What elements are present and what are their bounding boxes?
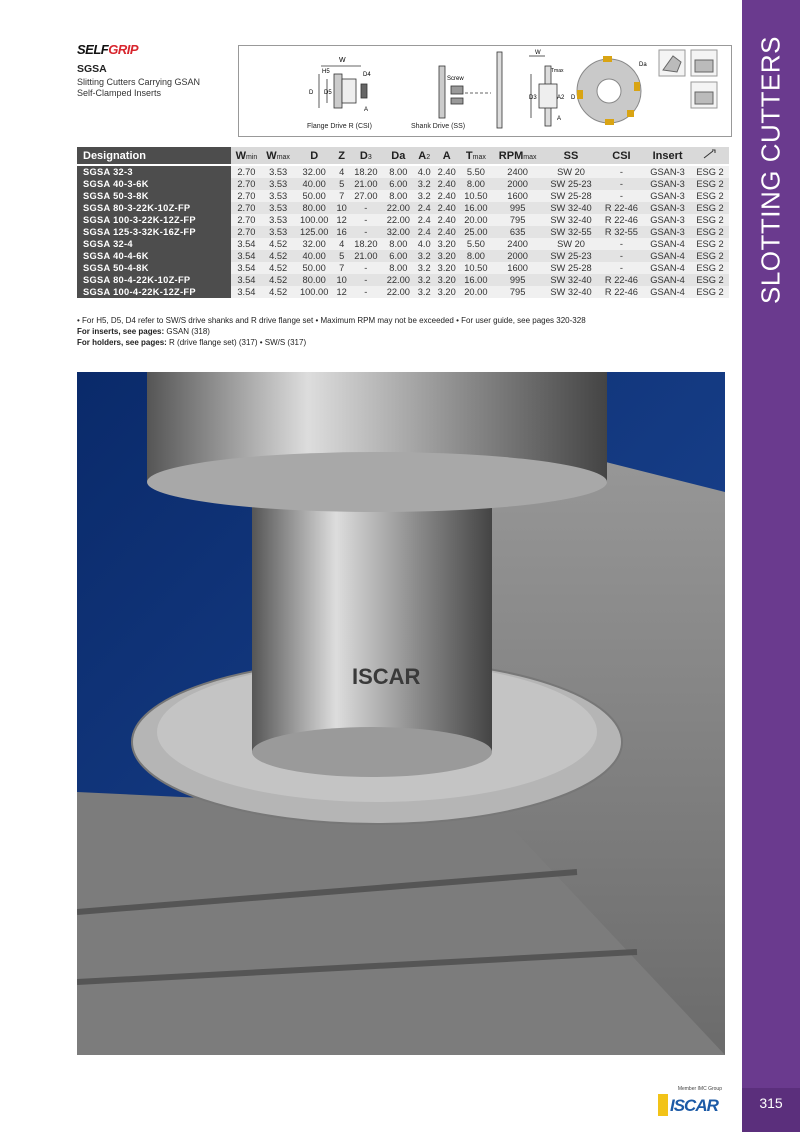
diagram-label-a2: A2 — [557, 95, 565, 101]
designation-cell: SGSA 50-3-8K — [77, 190, 231, 202]
table-cell: 100.00 — [295, 214, 334, 226]
table-cell: 16.00 — [460, 274, 492, 286]
table-cell: 4 — [334, 165, 350, 178]
table-cell: SW 20 — [543, 238, 599, 250]
table-cell: SW 20 — [543, 165, 599, 178]
table-cell: 795 — [492, 214, 543, 226]
designation-cell: SGSA 40-3-6K — [77, 178, 231, 190]
table-cell: 3.54 — [231, 250, 261, 262]
table-cell: ESG 2 — [691, 226, 729, 238]
iscar-footer-logo — [658, 1086, 722, 1118]
table-cell: - — [350, 202, 382, 214]
table-cell: 4.0 — [415, 165, 434, 178]
notes — [77, 315, 586, 348]
table-cell: 4.52 — [262, 250, 295, 262]
table-cell: 21.00 — [350, 178, 382, 190]
logo-text: ISCAR — [670, 1096, 718, 1115]
table-row — [77, 286, 729, 298]
table-row — [77, 274, 729, 286]
table-cell: 5 — [334, 178, 350, 190]
diagram-label-d2: D — [571, 95, 576, 101]
table-cell: SW 25-28 — [543, 190, 599, 202]
table-cell: 3.54 — [231, 238, 261, 250]
table-row — [77, 250, 729, 262]
table-row — [77, 178, 729, 190]
diagram-label-a: A — [364, 107, 369, 113]
table-cell: 2.40 — [434, 202, 460, 214]
table-cell: 2.70 — [231, 190, 261, 202]
table-cell: 10.50 — [460, 190, 492, 202]
designation-cell: SGSA 100-3-22K-12Z-FP — [77, 214, 231, 226]
table-cell: 3.20 — [434, 250, 460, 262]
table-cell: 3.53 — [262, 226, 295, 238]
table-cell: 4 — [334, 238, 350, 250]
table-cell: 2.70 — [231, 214, 261, 226]
table-cell: 3.20 — [434, 274, 460, 286]
table-cell: 7 — [334, 190, 350, 202]
selfgrip-logo: SELFGRIP — [77, 42, 139, 57]
table-cell: 995 — [492, 202, 543, 214]
table-cell: 8.00 — [382, 262, 414, 274]
table-header-row — [77, 147, 729, 165]
table-cell: GSAN-3 — [644, 165, 691, 178]
table-cell: 27.00 — [350, 190, 382, 202]
diagram-label-screw: Screw — [447, 76, 464, 82]
table-cell: ESG 2 — [691, 178, 729, 190]
table-cell: 8.00 — [382, 238, 414, 250]
table-cell: SW 32-40 — [543, 274, 599, 286]
spec-table — [77, 147, 729, 298]
table-cell: 3.53 — [262, 165, 295, 178]
table-cell: ESG 2 — [691, 262, 729, 274]
table-cell: SW 25-28 — [543, 262, 599, 274]
table-cell: 50.00 — [295, 262, 334, 274]
column-header: D — [295, 147, 334, 165]
column-header: Z — [334, 147, 350, 165]
designation-cell: SGSA 50-4-8K — [77, 262, 231, 274]
product-photo — [77, 372, 725, 1055]
table-cell: 635 — [492, 226, 543, 238]
table-cell: 995 — [492, 274, 543, 286]
table-cell: 6.00 — [382, 250, 414, 262]
table-cell: 1600 — [492, 190, 543, 202]
flange-caption: Flange Drive R (CSI) — [307, 123, 372, 130]
table-cell: 125.00 — [295, 226, 334, 238]
column-header: D3 — [350, 147, 382, 165]
table-cell: 16.00 — [460, 202, 492, 214]
inserts-note: For inserts, see pages: GSAN (318) — [77, 327, 210, 336]
designation-cell: SGSA 32-4 — [77, 238, 231, 250]
table-cell: 22.00 — [382, 286, 414, 298]
note-line: • For H5, D5, D4 refer to SW/S drive shanks and R drive flange set • Maximum RPM may not be exceeded • For user guide, see pages 320-328 — [77, 316, 586, 325]
table-cell: 10.50 — [460, 262, 492, 274]
table-cell: GSAN-4 — [644, 274, 691, 286]
table-cell: ESG 2 — [691, 274, 729, 286]
table-cell: 22.00 — [382, 214, 414, 226]
table-cell: 40.00 — [295, 250, 334, 262]
table-row — [77, 190, 729, 202]
table-cell: 5.50 — [460, 238, 492, 250]
table-cell: 4.52 — [262, 238, 295, 250]
diagram-label-w2: W — [535, 50, 541, 56]
designation-cell: SGSA 100-4-22K-12Z-FP — [77, 286, 231, 298]
table-row — [77, 214, 729, 226]
table-cell: 20.00 — [460, 214, 492, 226]
table-cell: - — [350, 214, 382, 226]
table-cell: 2.4 — [415, 226, 434, 238]
table-cell: 10 — [334, 274, 350, 286]
table-cell: 3.2 — [415, 262, 434, 274]
table-cell: SW 25-23 — [543, 250, 599, 262]
table-row — [77, 262, 729, 274]
table-cell: 2.70 — [231, 178, 261, 190]
table-cell: 3.20 — [434, 262, 460, 274]
cutter-wheel-icon — [577, 56, 641, 125]
table-cell: 3.54 — [231, 274, 261, 286]
table-cell: R 22-46 — [599, 286, 644, 298]
designation-cell: SGSA 80-3-22K-10Z-FP — [77, 202, 231, 214]
table-cell: ESG 2 — [691, 202, 729, 214]
table-cell: 3.53 — [262, 202, 295, 214]
table-cell: - — [350, 274, 382, 286]
table-cell: ESG 2 — [691, 214, 729, 226]
table-cell: 3.53 — [262, 178, 295, 190]
diagram-label-a3: A — [557, 116, 562, 122]
table-cell: 8.00 — [460, 250, 492, 262]
table-cell: 2.40 — [434, 214, 460, 226]
table-cell: 32.00 — [382, 226, 414, 238]
table-cell: R 22-46 — [599, 214, 644, 226]
shank-caption: Shank Drive (SS) — [411, 123, 466, 130]
table-cell: - — [599, 238, 644, 250]
designation-cell: SGSA 125-3-32K-16Z-FP — [77, 226, 231, 238]
designation-cell: SGSA 32-3 — [77, 165, 231, 178]
designation-cell: SGSA 80-4-22K-10Z-FP — [77, 274, 231, 286]
table-cell: 2.40 — [434, 226, 460, 238]
table-cell: SW 32-40 — [543, 286, 599, 298]
table-cell: 3.53 — [262, 214, 295, 226]
table-row — [77, 238, 729, 250]
table-row — [77, 202, 729, 214]
table-cell: - — [599, 190, 644, 202]
member-imc-text: Member IMC Group — [677, 1086, 722, 1092]
table-cell: - — [599, 165, 644, 178]
table-cell: 3.2 — [415, 250, 434, 262]
table-cell: 3.2 — [415, 274, 434, 286]
table-cell: 25.00 — [460, 226, 492, 238]
table-cell: ESG 2 — [691, 286, 729, 298]
table-cell: R 22-46 — [599, 202, 644, 214]
table-cell: 22.00 — [382, 202, 414, 214]
table-cell: 3.54 — [231, 286, 261, 298]
table-row — [77, 226, 729, 238]
column-header: Tmax — [460, 147, 492, 165]
table-cell: 18.20 — [350, 165, 382, 178]
column-header: SS — [543, 147, 599, 165]
designation-cell: SGSA 40-4-6K — [77, 250, 231, 262]
table-cell: 8.00 — [460, 178, 492, 190]
table-cell: 4.52 — [262, 274, 295, 286]
column-header: Wmax — [262, 147, 295, 165]
side-title: SLOTTING CUTTERS — [755, 35, 786, 305]
table-cell: 2.70 — [231, 226, 261, 238]
table-cell: SW 25-23 — [543, 178, 599, 190]
table-cell: 80.00 — [295, 202, 334, 214]
table-cell: 3.2 — [415, 190, 434, 202]
table-cell: 2000 — [492, 250, 543, 262]
holders-note: For holders, see pages: R (drive flange set) (317) • SW/S (317) — [77, 338, 307, 347]
column-header: Insert — [644, 147, 691, 165]
table-cell: 3.53 — [262, 190, 295, 202]
table-row — [77, 165, 729, 178]
series-title: SGSA — [77, 63, 107, 75]
table-cell: 2400 — [492, 238, 543, 250]
table-cell: 3.54 — [231, 262, 261, 274]
table-cell: SW 32-55 — [543, 226, 599, 238]
photo-iscar-logo: ISCAR — [352, 664, 421, 689]
table-cell: GSAN-3 — [644, 190, 691, 202]
table-cell: 12 — [334, 214, 350, 226]
table-cell: ESG 2 — [691, 250, 729, 262]
table-cell: - — [599, 262, 644, 274]
table-cell: 21.00 — [350, 250, 382, 262]
wrench-icon — [703, 149, 717, 159]
table-cell: GSAN-4 — [644, 286, 691, 298]
diagram-label-d: D — [309, 90, 314, 96]
table-cell: 2.70 — [231, 202, 261, 214]
table-cell: R 22-46 — [599, 274, 644, 286]
diagram-label-da: Da — [639, 62, 647, 68]
table-cell: 4.0 — [415, 238, 434, 250]
table-cell: 4.52 — [262, 286, 295, 298]
table-cell: GSAN-4 — [644, 238, 691, 250]
table-cell: ESG 2 — [691, 190, 729, 202]
column-header: Da — [382, 147, 414, 165]
table-cell: 7 — [334, 262, 350, 274]
table-cell: 16 — [334, 226, 350, 238]
table-cell: 32.00 — [295, 238, 334, 250]
table-cell: 20.00 — [460, 286, 492, 298]
table-cell: - — [350, 262, 382, 274]
table-cell: - — [599, 178, 644, 190]
table-cell: GSAN-4 — [644, 262, 691, 274]
column-header: Designation — [77, 147, 231, 165]
diagram-label-d4: D4 — [363, 72, 371, 78]
table-cell: ESG 2 — [691, 238, 729, 250]
table-cell: 6.00 — [382, 178, 414, 190]
table-cell: 5 — [334, 250, 350, 262]
column-header: CSI — [599, 147, 644, 165]
table-cell: 1600 — [492, 262, 543, 274]
table-cell: 2.4 — [415, 214, 434, 226]
table-cell: 8.00 — [382, 165, 414, 178]
table-cell: SW 32-40 — [543, 214, 599, 226]
table-cell: GSAN-3 — [644, 178, 691, 190]
column-header: Wmin — [231, 147, 261, 165]
page-number: 315 — [742, 1088, 800, 1132]
table-cell: 2.70 — [231, 165, 261, 178]
column-header: RPMmax — [492, 147, 543, 165]
table-cell: 80.00 — [295, 274, 334, 286]
diagram-label-d5: D5 — [324, 90, 332, 96]
table-cell: 2.4 — [415, 202, 434, 214]
table-cell: 2.40 — [434, 178, 460, 190]
table-cell: 3.2 — [415, 178, 434, 190]
diagram-label-w: W — [339, 57, 346, 64]
table-cell: 32.00 — [295, 165, 334, 178]
table-cell: 22.00 — [382, 274, 414, 286]
table-cell: 8.00 — [382, 190, 414, 202]
table-cell: 3.2 — [415, 286, 434, 298]
table-cell: 50.00 — [295, 190, 334, 202]
table-cell: GSAN-4 — [644, 250, 691, 262]
series-description: Slitting Cutters Carrying GSAN Self-Clamped Inserts — [77, 77, 201, 98]
table-cell: 795 — [492, 286, 543, 298]
table-cell: - — [599, 250, 644, 262]
diagram-label-h5: H5 — [322, 69, 330, 75]
diagram-label-d3: D3 — [529, 95, 537, 101]
table-cell: 100.00 — [295, 286, 334, 298]
table-cell: 3.20 — [434, 238, 460, 250]
table-cell: 2.40 — [434, 190, 460, 202]
table-cell: - — [350, 226, 382, 238]
table-cell: 2.40 — [434, 165, 460, 178]
table-cell: ESG 2 — [691, 165, 729, 178]
column-header: A — [434, 147, 460, 165]
table-cell: 2000 — [492, 178, 543, 190]
logo-yellow-mark — [658, 1094, 668, 1116]
table-cell: GSAN-3 — [644, 202, 691, 214]
table-cell: - — [350, 286, 382, 298]
table-cell: 12 — [334, 286, 350, 298]
column-header — [691, 147, 729, 165]
table-cell: 2400 — [492, 165, 543, 178]
table-cell: SW 32-40 — [543, 202, 599, 214]
table-cell: 10 — [334, 202, 350, 214]
table-cell: 4.52 — [262, 262, 295, 274]
technical-diagram — [238, 45, 732, 137]
table-cell: 18.20 — [350, 238, 382, 250]
table-cell: GSAN-3 — [644, 226, 691, 238]
table-cell: R 32-55 — [599, 226, 644, 238]
table-cell: GSAN-3 — [644, 214, 691, 226]
table-cell: 5.50 — [460, 165, 492, 178]
table-cell: 40.00 — [295, 178, 334, 190]
table-cell: 3.20 — [434, 286, 460, 298]
column-header: A2 — [415, 147, 434, 165]
diagram-label-tmax: Tmax — [551, 68, 564, 74]
